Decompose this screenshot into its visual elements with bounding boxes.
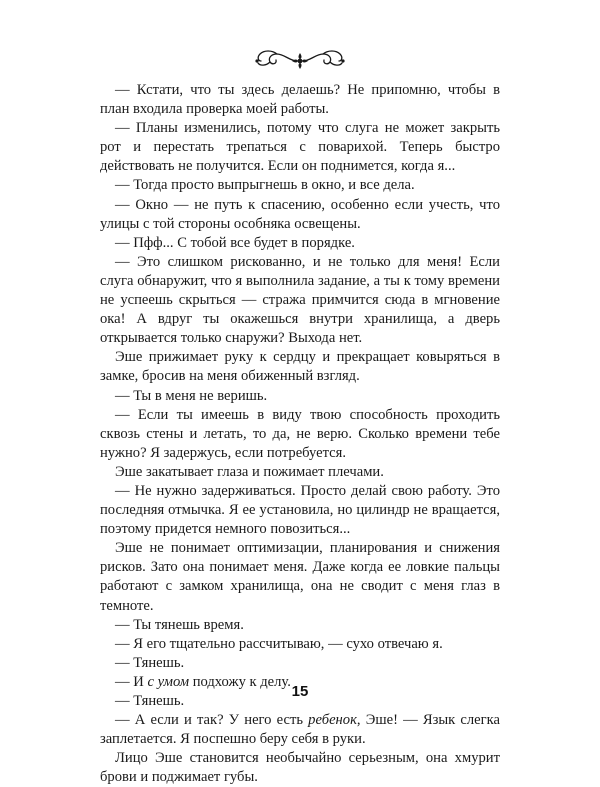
paragraph: — Если ты имеешь в виду твою способность проходить сквозь стены и летать, то да, не верю. Сколько времени тебе нужно? Я задержусь, если потребуется.: [100, 406, 500, 461]
paragraph: — Я его тщательно рассчитываю, — сухо отвечаю я.: [115, 635, 443, 652]
paragraph: Эше закатывает глаза и пожимает плечами.: [115, 463, 384, 480]
paragraph: — И с умом подхожу к делу.: [115, 673, 291, 690]
floral-flourish-icon: [250, 44, 350, 74]
paragraph: — Ты тянешь время.: [115, 616, 244, 633]
paragraph: — Кстати, что ты здесь делаешь? Не припомню, чтобы в план входила проверка моей работы.: [100, 82, 500, 118]
paragraph: — Тогда просто выпрыгнешь в окно, и все дела.: [115, 177, 415, 194]
paragraph: — Планы изменились, потому что слуга не может закрыть рот и перестать трепаться с поварихой. Теперь быстро действовать не получится. Если он поднимется, когда я...: [100, 120, 500, 175]
paragraph: — Тянешь.: [115, 654, 185, 671]
paragraph: Эше не понимает оптимизации, планирования и снижения рисков. Зато она понимает меня. Даже когда ее ловкие пальцы работают с замком хранилища, она не сводит с меня глаз в темноте.: [100, 540, 500, 614]
paragraph: — Ты в меня не веришь.: [115, 387, 268, 404]
paragraph: Эше прижимает руку к сердцу и прекращает ковыряться в замке, бросив на меня обиженный взгляд.: [100, 349, 500, 385]
page-number: 15: [291, 683, 309, 700]
paragraph: — Это слишком рискованно, и не только для меня! Если слуга обнаружит, что я выполнила задание, а ты к тому времени не успеешь скрыться — стража примчится сюда в мгновение ока! А вдруг ты окажешься внутри хранилища, а дверь открывается только снаружи? Выхода нет.: [100, 253, 500, 347]
paragraph: — Не нужно задерживаться. Просто делай свою работу. Это последняя отмычка. Я ее установила, но цилиндр не вращается, поэтому придется немного повозиться...: [100, 482, 500, 538]
paragraph: — А если и так? У него есть ребенок, Эше! — Язык слегка заплетается. Я поспешно беру себя в руки.: [100, 712, 500, 748]
paragraph: — Пфф... С тобой все будет в порядке.: [115, 234, 355, 251]
body-text: [100, 81, 500, 787]
paragraph: — Окно — не путь к спасению, особенно если учесть, что улицы с той стороны особняка освещены.: [100, 196, 500, 232]
paragraph: — Тянешь.: [115, 693, 185, 709]
paragraph: Лицо Эше становится необычайно серьезным, она хмурит брови и поджимает губы.: [100, 750, 500, 786]
